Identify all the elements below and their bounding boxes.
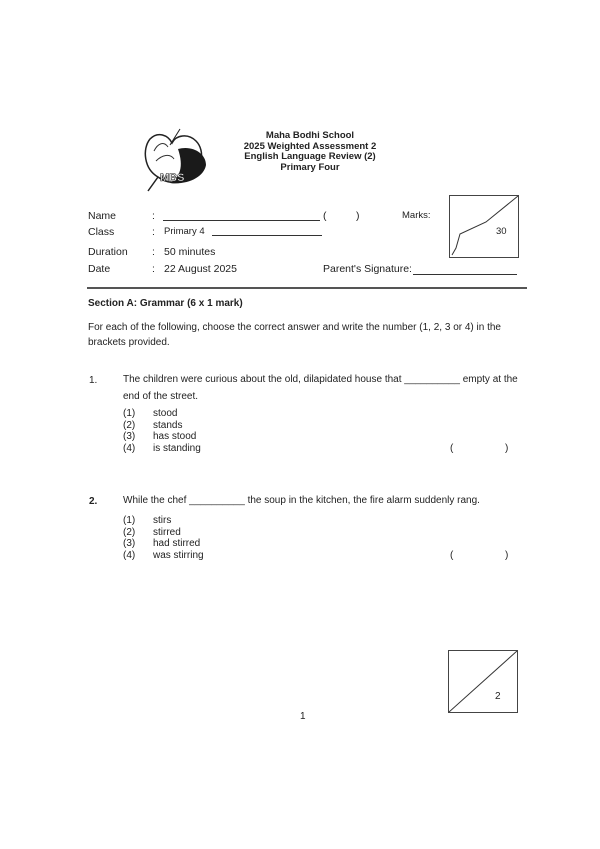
index-open-paren: ( bbox=[323, 210, 327, 222]
answer-field[interactable] bbox=[458, 443, 503, 455]
option-item bbox=[123, 550, 204, 562]
class-value: Primary 4 bbox=[164, 226, 205, 237]
page-marks-diagonal-icon bbox=[449, 651, 517, 712]
parent-signature-field[interactable] bbox=[413, 274, 517, 275]
date-value: 22 August 2025 bbox=[164, 263, 237, 275]
option-text: is standing bbox=[153, 442, 201, 454]
class-label: Class bbox=[88, 226, 115, 238]
option-number: (1) bbox=[123, 408, 136, 419]
question-text-after: empty at the end of the street. bbox=[123, 374, 518, 402]
option-number: (3) bbox=[123, 538, 136, 549]
option-item bbox=[123, 408, 201, 420]
name-colon: : bbox=[152, 210, 155, 222]
leaf-logo-icon bbox=[140, 127, 215, 197]
question-number: 1. bbox=[89, 375, 98, 386]
marks-box bbox=[449, 195, 519, 258]
option-item bbox=[123, 527, 204, 539]
school-name: Maha Bodhi School bbox=[265, 130, 355, 141]
duration-value: 50 minutes bbox=[164, 246, 216, 258]
subject-title: English Language Review (2) bbox=[244, 151, 376, 162]
question-blank: __________ bbox=[404, 374, 460, 385]
option-number: (2) bbox=[123, 526, 136, 538]
date-label: Date bbox=[88, 263, 111, 275]
option-number: (4) bbox=[123, 549, 136, 561]
answer-open-bracket: ( bbox=[450, 550, 454, 561]
question-blank: __________ bbox=[189, 495, 245, 506]
name-label: Name bbox=[88, 210, 117, 222]
option-text: stood bbox=[153, 408, 178, 419]
answer-open-bracket: ( bbox=[450, 443, 454, 454]
name-field[interactable] bbox=[163, 220, 320, 221]
marks-diagonal-icon bbox=[450, 196, 518, 257]
option-number: (3) bbox=[123, 431, 136, 442]
marks-total: 30 bbox=[496, 226, 507, 237]
assessment-title: 2025 Weighted Assessment 2 bbox=[243, 140, 377, 152]
date-colon: : bbox=[152, 263, 155, 275]
class-colon: : bbox=[152, 226, 155, 238]
option-text: was stirring bbox=[153, 549, 204, 561]
duration-label: Duration bbox=[88, 246, 128, 258]
options-list bbox=[123, 515, 204, 561]
index-close-paren: ) bbox=[356, 210, 360, 222]
answer-field[interactable] bbox=[458, 550, 503, 562]
duration-colon: : bbox=[152, 246, 155, 258]
page-number: 1 bbox=[300, 711, 306, 722]
header-divider bbox=[87, 287, 527, 289]
answer-close-bracket: ) bbox=[505, 550, 509, 561]
question-text-before: The children were curious about the old, dilapidated house that bbox=[123, 374, 402, 385]
option-item bbox=[123, 420, 201, 432]
question-text bbox=[123, 371, 523, 405]
option-text: stands bbox=[153, 419, 183, 431]
question-text-after: the soup in the kitchen, the fire alarm suddenly rang. bbox=[247, 495, 480, 506]
page-marks-value: 2 bbox=[495, 691, 501, 702]
question-number: 2. bbox=[89, 496, 98, 507]
option-text: has stood bbox=[153, 431, 197, 442]
section-title: Section A: Grammar (6 x 1 mark) bbox=[88, 298, 243, 309]
parent-signature-label: Parent's Signature: bbox=[323, 263, 412, 275]
answer-close-bracket: ) bbox=[505, 443, 509, 454]
school-logo bbox=[140, 127, 215, 197]
options-list bbox=[123, 408, 201, 454]
option-item bbox=[123, 431, 201, 443]
question-text-before: While the chef bbox=[123, 495, 187, 506]
option-text: had stirred bbox=[153, 538, 201, 549]
option-item bbox=[123, 538, 204, 550]
exam-header bbox=[240, 131, 380, 173]
level-title: Primary Four bbox=[280, 161, 340, 173]
class-field[interactable] bbox=[212, 235, 322, 236]
section-instructions: For each of the following, choose the correct answer and write the number (1, 2, 3 or 4) in the brackets provided. bbox=[88, 322, 501, 348]
marks-label: Marks: bbox=[402, 210, 431, 221]
logo-text: MBS bbox=[160, 172, 185, 184]
option-number: (2) bbox=[123, 419, 136, 431]
question-text bbox=[123, 492, 543, 509]
option-number: (4) bbox=[123, 442, 136, 454]
option-item bbox=[123, 515, 204, 527]
page-marks-box bbox=[448, 650, 518, 713]
option-text: stirred bbox=[153, 526, 181, 538]
option-number: (1) bbox=[123, 515, 136, 526]
option-text: stirs bbox=[153, 515, 172, 526]
option-item bbox=[123, 443, 201, 455]
